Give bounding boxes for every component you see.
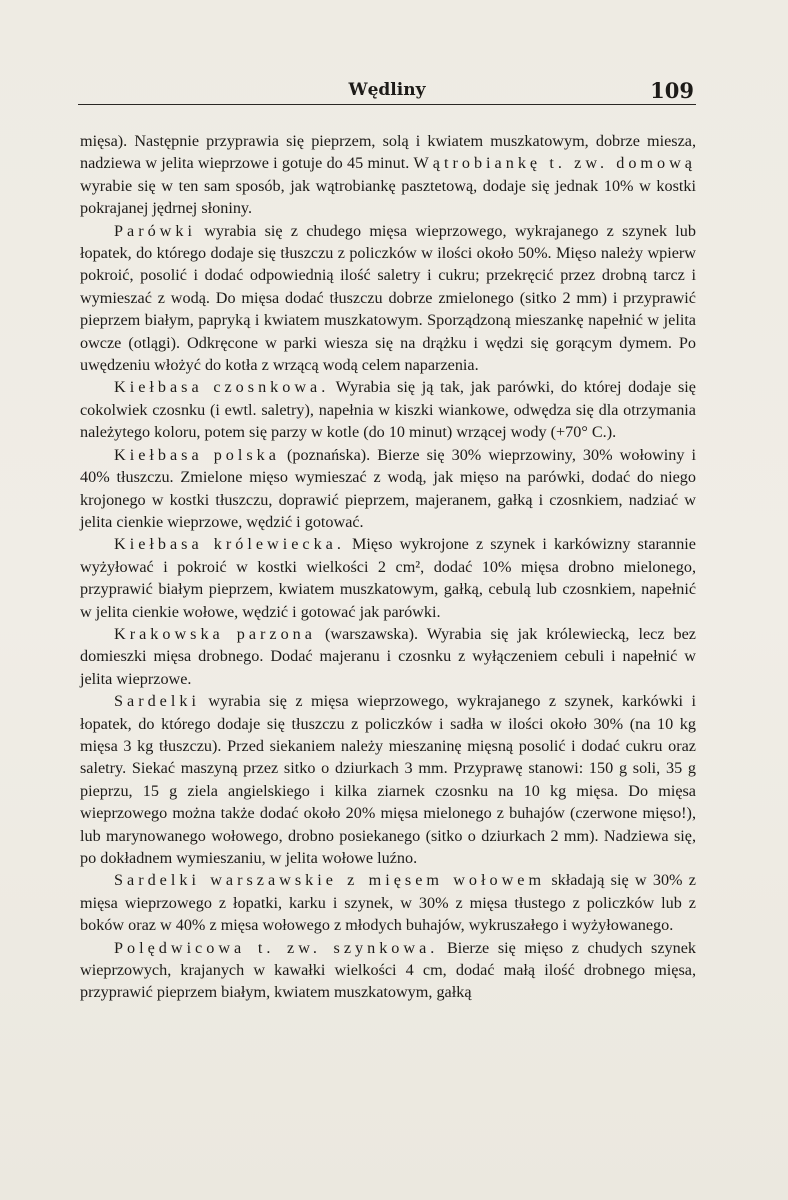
paragraph	[80, 444, 696, 534]
spaced-term: Parówki	[114, 221, 196, 240]
spaced-term: Sardelki	[114, 692, 200, 711]
spaced-term: Sardelki warszawskie z mięsem wołowem	[114, 871, 546, 890]
paragraph-text: składają się w 30% z mięsa wieprzowego z łopatki, karku i szynek, w 30% z mięsa tłustego z policzków lub z boków oraz w 40% z mięsa wołowego z młodych buhajów, wykruszałego i wyżyłowanego.	[80, 871, 696, 935]
paragraph-text: Wyrabia się ją tak, jak parówki, do której dodaje się cokolwiek czosnku (i ewtl. saletry), napełnia w kiszki wiankowe, odwędza się dla otrzymania należytego koloru, potem się parzy w kotle (do 10 minut) wrzącej wody (+70° C.).	[80, 378, 696, 442]
paragraph-text: wyrabie się w ten sam sposób, jak wątrobiankę pasztetową, dodaje się jednak 10% w kostki pokrajanej jędrnej słoniny.	[80, 176, 696, 218]
paragraph-text: Mięso wykrojone z szynek i karkówizny starannie wyżyłować i pokroić w kostki wielkości 2 cm², dodać 10% mięsa drobno mielonego, przyprawić białym pieprzem, kwiatem muszkatowym, gałką, cebulą lub czosnkiem, napełnić w jelita cienkie wołowe, wędzić i gotować jak parówki.	[80, 535, 696, 621]
body-text	[80, 130, 696, 1004]
spaced-term: Wątrobiankę t. zw. domową	[413, 154, 696, 173]
paragraph-text: mięsa). Następnie przyprawia się pieprzem, solą i kwiatem muszkatowym, dobrze miesza, nadziewa w jelita wieprzowe i gotuje do 45 minut.	[80, 132, 696, 173]
paragraph	[80, 376, 696, 443]
paragraph	[80, 937, 696, 1004]
page-header	[78, 78, 696, 105]
spaced-term: Kiełbasa polska	[114, 445, 280, 464]
paragraph-text: Bierze się mięso z chudych szynek wieprzowych, krajanych w kawałki wielkości 4 cm, dodać małą ilość drobnego mięsa, przyprawić pieprzem białym, kwiatem muszkatowym, gałką	[80, 938, 696, 1002]
spaced-term: Kiełbasa królewiecka.	[114, 535, 345, 554]
paragraph-text: (warszawska). Wyrabia się jak królewiecką, lecz bez domieszki mięsa drobnego. Dodać majeranu i czosnku z wyłączeniem cebuli i napełnić w jelita wieprzowe.	[80, 624, 696, 688]
spaced-term: Polędwicowa t. zw. szynkowa.	[114, 938, 439, 957]
spaced-term: Kiełbasa czosnkowa.	[114, 378, 330, 397]
paragraph	[80, 533, 696, 623]
running-title: Wędliny	[348, 80, 426, 100]
paragraph	[80, 623, 696, 690]
page-number: 109	[650, 78, 694, 103]
paragraph	[80, 130, 696, 220]
paragraph-text: (poznańska). Bierze się 30% wieprzowiny, 30% wołowiny i 40% tłuszczu. Zmielone mięso wymieszać z wodą, jak mięso na parówki, dodać do niego krojonego w kostki tłuszczu, doprawić pieprzem, majeranem, gałką i czosnkiem, nadziać w jelita cienkie wieprzowe, wędzić i gotować.	[80, 445, 696, 531]
paragraph	[80, 869, 696, 936]
paragraph-text: wyrabia się z chudego mięsa wieprzowego, wykrajanego z szynek lub łopatek, do którego dodaje się tłuszczu z policzków w ilości około 50%. Mięso należy wpierw pokroić, posolić i dodać odpowiednią ilość saletry i cukru; przekręcić przez drobną tarcz i wymieszać z wodą. Do mięsa dodać tłuszczu dobrze zmielonego (sitko 2 mm) i przyprawić pieprzem białym, papryką i kwiatem muszkatowym. Sporządzoną mieszankę napełnić w jelita owcze (otlągi). Odkręcone w parki wiesza się na drążku i wędzi się gorącym dymem. Po uwędzeniu włożyć do kotła z wrzącą wodą celem naparzenia.	[80, 221, 696, 375]
spaced-term: Krakowska parzona	[114, 624, 316, 643]
paragraph	[80, 690, 696, 869]
paragraph-text: wyrabia się z mięsa wieprzowego, wykrajanego z szynek, karkówki i łopatek, do którego dodaje się tłuszczu z policzków i sadła w ilości około 30% (na 10 kg mięsa 3 kg tłuszczu). Przed siekaniem należy mieszaninę mięsną posolić i dodać cukru oraz saletry. Siekać maszyną przez sitko o dziurkach 3 mm. Przyprawę stanowi: 150 g soli, 35 g pieprzu, 15 g ziela angielskiego i kilka ziarnek czosnku na 10 kg mięsa. Do mięsa wieprzowego można także dodać około 20% mięsa mielonego z buhajów (czerwone mięso!), lub marynowanego wołowego, drobno posiekanego (sitko o dziurkach 2 mm). Nadziewa się, po dokładnem wymieszaniu, w jelita wołowe luźno.	[80, 692, 696, 867]
paragraph	[80, 220, 696, 377]
